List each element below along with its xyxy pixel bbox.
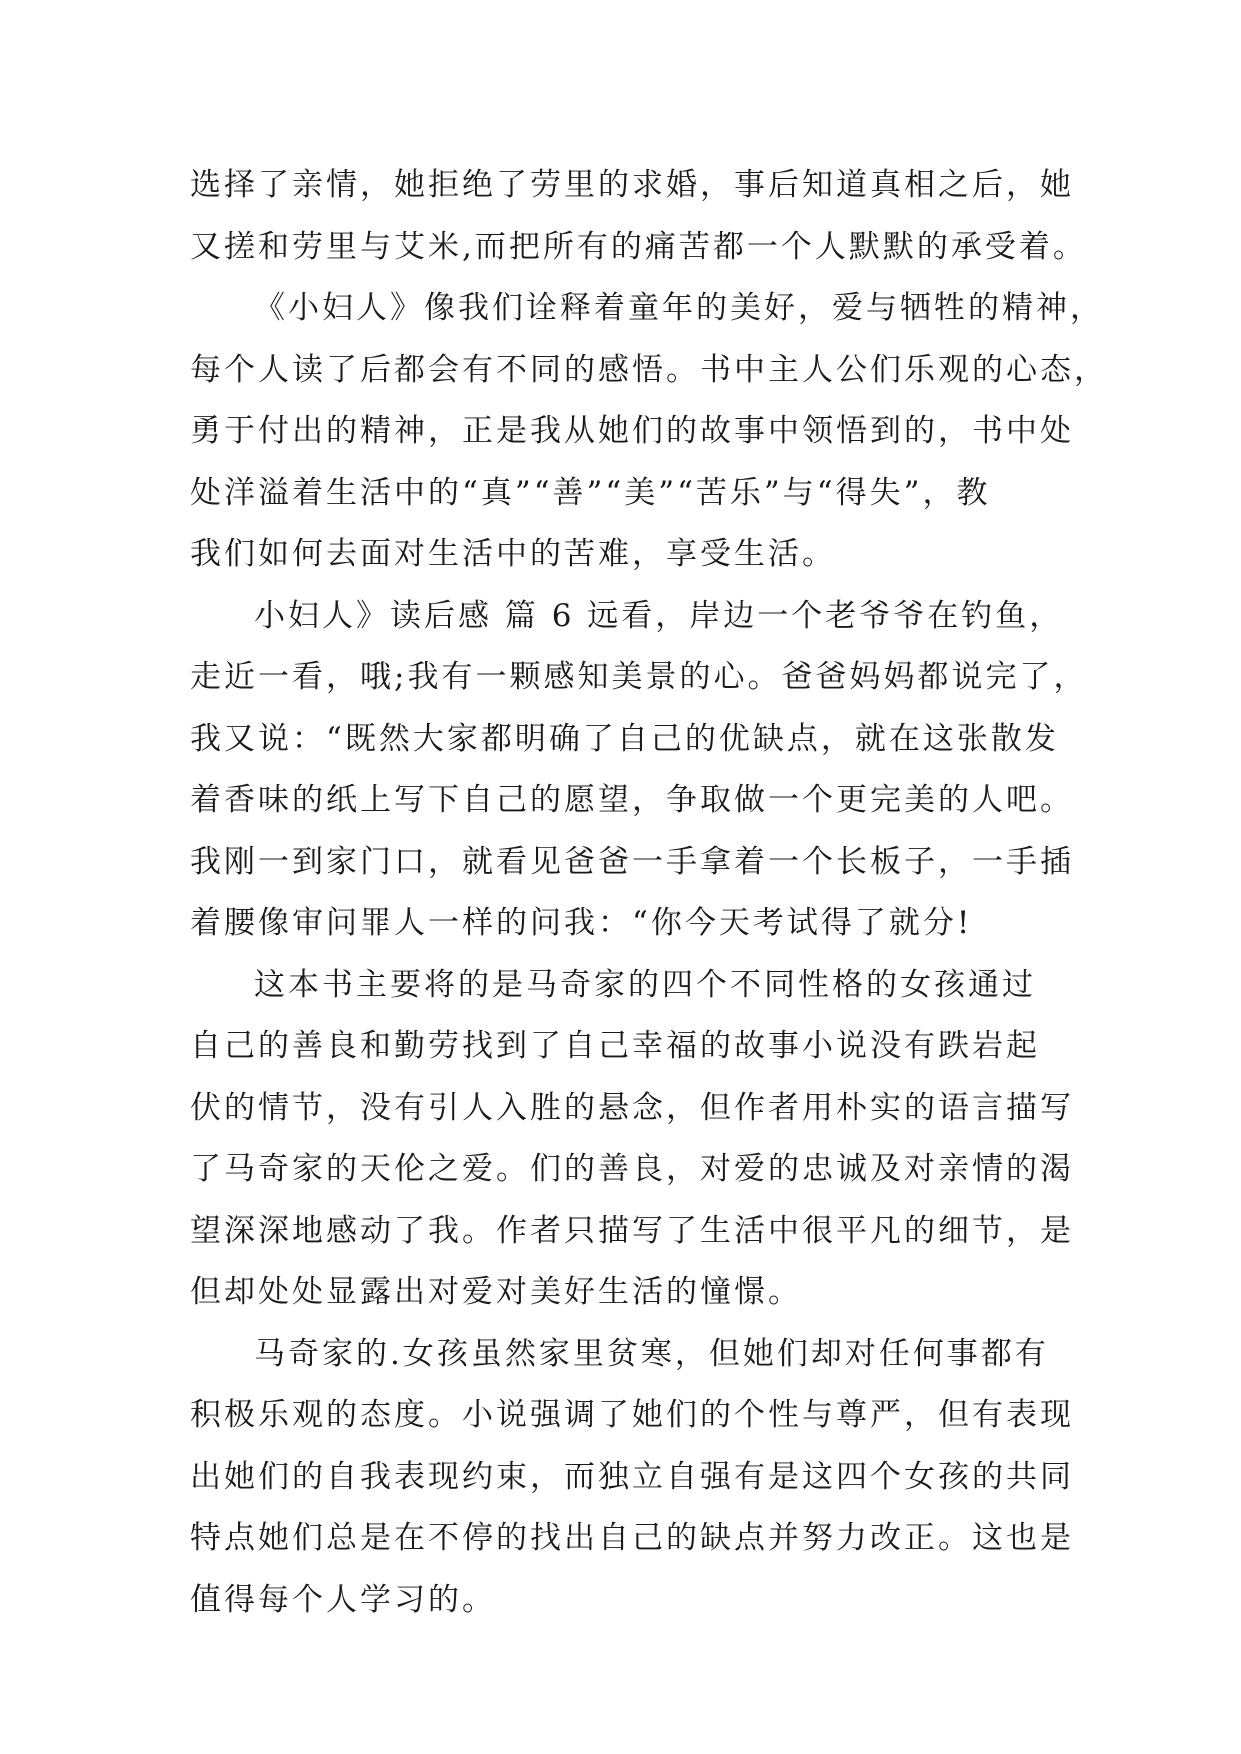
text-line: 着腰像审问罪人一样的问我：“你今天考试得了就分! — [190, 905, 973, 941]
text-line: 我刚一到家门口，就看见爸爸一手拿着一个长板子，一手插 — [190, 843, 1074, 880]
text-line: 积极乐观的态度。小说强调了她们的个性与尊严，但有表现 — [190, 1397, 1074, 1433]
text-line: 出她们的自我表现约束，而独立自强有是这四个女孩的共同 — [190, 1458, 1074, 1495]
text-line: 选择了亲情，她拒绝了劳里的求婚，事后知道真相之后，她 — [190, 167, 1074, 203]
text-line: 望深深地感动了我。作者只描写了生活中很平凡的细节，是 — [190, 1212, 1074, 1249]
text-line: 但却处处显露出对爱对美好生活的憧憬。 — [190, 1274, 802, 1310]
text-line: 每个人读了后都会有不同的感悟。书中主人公们乐观的心态， — [190, 351, 1108, 388]
document-body-text — [190, 155, 1108, 1631]
text-line: 又搓和劳里与艾米,而把所有的痛苦都一个人默默的承受着。 — [190, 228, 1087, 265]
text-line: 处洋溢着生活中的“真”“善”“美”“苦乐”与“得失”，教 — [190, 474, 991, 511]
text-line: 小妇人》读后感 篇 6 远看，岸边一个老爷爷在钓鱼， — [254, 597, 1064, 634]
text-line: 自己的善良和勤劳找到了自己幸福的故事小说没有跌岩起 — [190, 1028, 1040, 1064]
text-line: 《小妇人》像我们诠释着童年的美好，爱与牺牲的精神， — [254, 290, 1104, 326]
text-line: 我们如何去面对生活中的苦难，享受生活。 — [190, 536, 836, 572]
text-line: 着香味的纸上写下自己的愿望，争取做一个更完美的人吧。 — [190, 782, 1074, 818]
text-line: 值得每个人学习的。 — [190, 1581, 496, 1618]
text-line: 我又说：“既然大家都明确了自己的优缺点，就在这张散发 — [190, 720, 1059, 757]
text-line: 伏的情节，没有引人入胜的悬念，但作者用朴实的语言描写 — [190, 1089, 1074, 1126]
text-line: 这本书主要将的是马奇家的四个不同性格的女孩通过 — [254, 966, 1036, 1003]
text-line: 马奇家的.女孩虽然家里贫寒，但她们却对任何事都有 — [254, 1335, 1049, 1372]
text-line: 特点她们总是在不停的找出自己的缺点并努力改正。这也是 — [190, 1520, 1074, 1556]
text-line: 走近一看，哦;我有一颗感知美景的心。爸爸妈妈都说完了， — [190, 659, 1088, 695]
text-line: 了马奇家的天伦之爱。们的善良，对爱的忠诚及对亲情的渴 — [190, 1151, 1074, 1187]
text-line: 勇于付出的精神，正是我从她们的故事中领悟到的，书中处 — [190, 413, 1074, 449]
